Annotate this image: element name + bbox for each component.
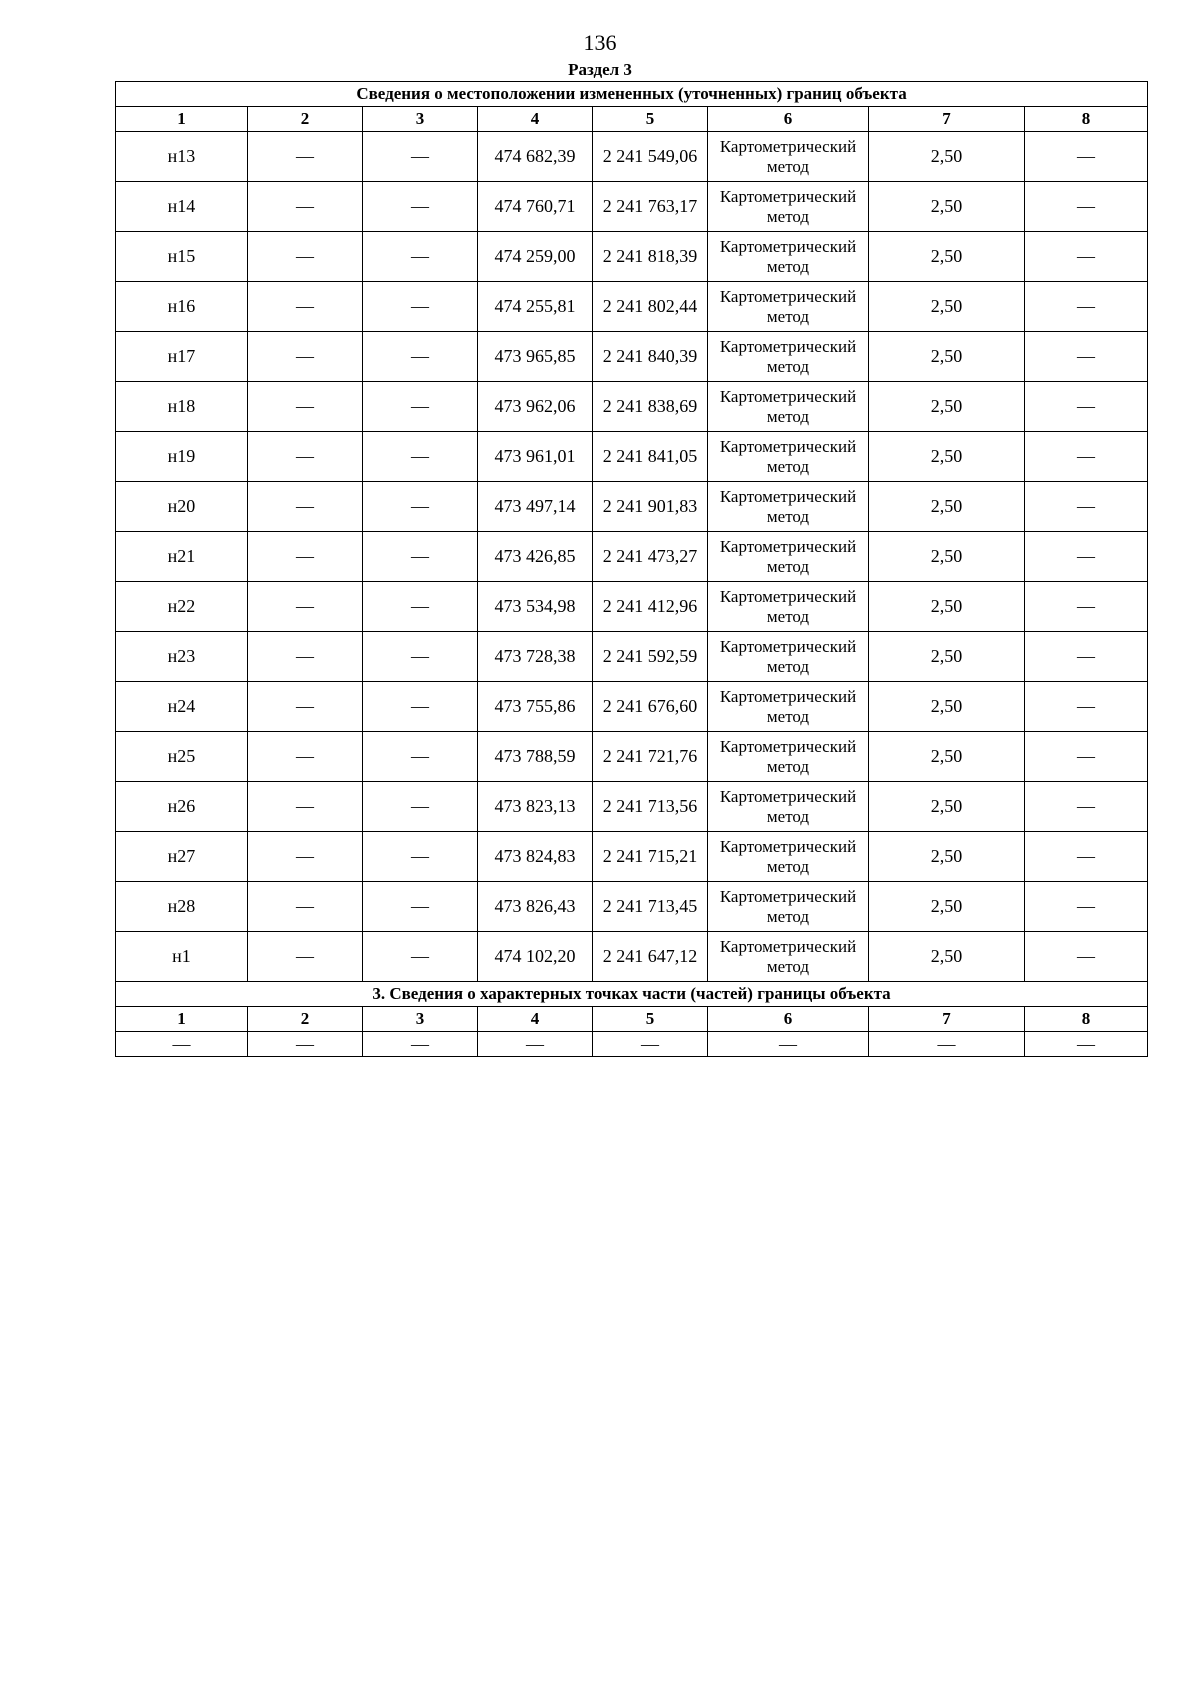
table-row bbox=[116, 632, 1148, 682]
table-row bbox=[116, 432, 1148, 482]
dash-cell: — bbox=[363, 632, 478, 682]
point-cell: н1 bbox=[116, 932, 248, 982]
x-coordinate-cell: 473 497,14 bbox=[478, 482, 593, 532]
dash-cell: — bbox=[248, 732, 363, 782]
column-header: 4 bbox=[478, 107, 593, 132]
point-cell: н23 bbox=[116, 632, 248, 682]
method-cell: Картометрический метод bbox=[708, 182, 869, 232]
point-cell: н15 bbox=[116, 232, 248, 282]
dash-cell: — bbox=[363, 932, 478, 982]
dash-cell: — bbox=[363, 132, 478, 182]
column-header: 7 bbox=[869, 1007, 1025, 1032]
point-cell: н18 bbox=[116, 382, 248, 432]
point-cell: н16 bbox=[116, 282, 248, 332]
dash-cell: — bbox=[363, 582, 478, 632]
table-row bbox=[116, 582, 1148, 632]
y-coordinate-cell: 2 241 549,06 bbox=[593, 132, 708, 182]
table-row bbox=[116, 182, 1148, 232]
table-row bbox=[116, 232, 1148, 282]
column-header: 3 bbox=[363, 1007, 478, 1032]
dash-cell: — bbox=[363, 332, 478, 382]
accuracy-cell: 2,50 bbox=[869, 782, 1025, 832]
column-header: 7 bbox=[869, 107, 1025, 132]
dash-cell: — bbox=[708, 1032, 869, 1057]
accuracy-cell: 2,50 bbox=[869, 182, 1025, 232]
x-coordinate-cell: 473 728,38 bbox=[478, 632, 593, 682]
method-cell: Картометрический метод bbox=[708, 382, 869, 432]
y-coordinate-cell: 2 241 901,83 bbox=[593, 482, 708, 532]
x-coordinate-cell: 473 823,13 bbox=[478, 782, 593, 832]
x-coordinate-cell: 474 255,81 bbox=[478, 282, 593, 332]
table-row bbox=[116, 332, 1148, 382]
column-header: 5 bbox=[593, 107, 708, 132]
accuracy-cell: 2,50 bbox=[869, 582, 1025, 632]
table-body bbox=[116, 82, 1148, 1057]
dash-cell: — bbox=[1025, 332, 1148, 382]
page-number: 136 bbox=[583, 30, 617, 55]
column-header-row bbox=[116, 107, 1148, 132]
dash-cell: — bbox=[869, 1032, 1025, 1057]
dash-cell: — bbox=[1025, 782, 1148, 832]
table-row bbox=[116, 132, 1148, 182]
y-coordinate-cell: 2 241 715,21 bbox=[593, 832, 708, 882]
method-cell: Картометрический метод bbox=[708, 582, 869, 632]
table-row bbox=[116, 682, 1148, 732]
accuracy-cell: 2,50 bbox=[869, 382, 1025, 432]
dash-cell: — bbox=[1025, 532, 1148, 582]
accuracy-cell: 2,50 bbox=[869, 882, 1025, 932]
accuracy-cell: 2,50 bbox=[869, 532, 1025, 582]
table-row bbox=[116, 882, 1148, 932]
dash-cell: — bbox=[1025, 432, 1148, 482]
method-cell: Картометрический метод bbox=[708, 332, 869, 382]
column-header: 1 bbox=[116, 1007, 248, 1032]
method-cell: Картометрический метод bbox=[708, 232, 869, 282]
x-coordinate-cell: 474 259,00 bbox=[478, 232, 593, 282]
y-coordinate-cell: 2 241 841,05 bbox=[593, 432, 708, 482]
table-row bbox=[116, 282, 1148, 332]
x-coordinate-cell: 473 962,06 bbox=[478, 382, 593, 432]
dash-cell: — bbox=[363, 382, 478, 432]
y-coordinate-cell: 2 241 676,60 bbox=[593, 682, 708, 732]
dash-cell: — bbox=[1025, 632, 1148, 682]
x-coordinate-cell: 473 824,83 bbox=[478, 832, 593, 882]
y-coordinate-cell: 2 241 840,39 bbox=[593, 332, 708, 382]
dash-cell: — bbox=[478, 1032, 593, 1057]
table2-caption: 3. Сведения о характерных точках части (частей) границы объекта bbox=[116, 982, 1148, 1007]
x-coordinate-cell: 473 788,59 bbox=[478, 732, 593, 782]
dash-cell: — bbox=[1025, 232, 1148, 282]
dash-cell: — bbox=[248, 882, 363, 932]
point-cell: н27 bbox=[116, 832, 248, 882]
method-cell: Картометрический метод bbox=[708, 882, 869, 932]
dash-cell: — bbox=[363, 832, 478, 882]
dash-cell: — bbox=[116, 1032, 248, 1057]
accuracy-cell: 2,50 bbox=[869, 932, 1025, 982]
x-coordinate-cell: 474 102,20 bbox=[478, 932, 593, 982]
accuracy-cell: 2,50 bbox=[869, 732, 1025, 782]
y-coordinate-cell: 2 241 802,44 bbox=[593, 282, 708, 332]
dash-cell: — bbox=[1025, 882, 1148, 932]
dash-cell: — bbox=[248, 532, 363, 582]
dash-cell: — bbox=[1025, 582, 1148, 632]
dash-cell: — bbox=[363, 282, 478, 332]
table-caption-row bbox=[116, 82, 1148, 107]
dash-cell: — bbox=[363, 232, 478, 282]
dash-cell: — bbox=[248, 482, 363, 532]
table-row bbox=[116, 732, 1148, 782]
y-coordinate-cell: 2 241 412,96 bbox=[593, 582, 708, 632]
x-coordinate-cell: 474 682,39 bbox=[478, 132, 593, 182]
dash-cell: — bbox=[363, 682, 478, 732]
method-cell: Картометрический метод bbox=[708, 432, 869, 482]
accuracy-cell: 2,50 bbox=[869, 682, 1025, 732]
column-header: 3 bbox=[363, 107, 478, 132]
method-cell: Картометрический метод bbox=[708, 782, 869, 832]
method-cell: Картометрический метод bbox=[708, 732, 869, 782]
method-cell: Картометрический метод bbox=[708, 632, 869, 682]
column-header: 1 bbox=[116, 107, 248, 132]
accuracy-cell: 2,50 bbox=[869, 332, 1025, 382]
column-header: 5 bbox=[593, 1007, 708, 1032]
accuracy-cell: 2,50 bbox=[869, 282, 1025, 332]
dash-cell: — bbox=[248, 782, 363, 832]
dash-cell: — bbox=[248, 382, 363, 432]
column-header: 8 bbox=[1025, 1007, 1148, 1032]
point-cell: н28 bbox=[116, 882, 248, 932]
accuracy-cell: 2,50 bbox=[869, 432, 1025, 482]
column-header-row bbox=[116, 1007, 1148, 1032]
point-cell: н25 bbox=[116, 732, 248, 782]
y-coordinate-cell: 2 241 763,17 bbox=[593, 182, 708, 232]
table-row bbox=[116, 482, 1148, 532]
dash-cell: — bbox=[248, 182, 363, 232]
point-cell: н26 bbox=[116, 782, 248, 832]
y-coordinate-cell: 2 241 592,59 bbox=[593, 632, 708, 682]
table-row bbox=[116, 532, 1148, 582]
y-coordinate-cell: 2 241 473,27 bbox=[593, 532, 708, 582]
method-cell: Картометрический метод bbox=[708, 532, 869, 582]
table2-caption-row bbox=[116, 982, 1148, 1007]
dash-cell: — bbox=[248, 682, 363, 732]
dash-cell: — bbox=[1025, 482, 1148, 532]
dash-cell: — bbox=[248, 432, 363, 482]
point-cell: н21 bbox=[116, 532, 248, 582]
dash-cell: — bbox=[1025, 932, 1148, 982]
y-coordinate-cell: 2 241 721,76 bbox=[593, 732, 708, 782]
table-row bbox=[116, 782, 1148, 832]
dash-cell: — bbox=[363, 482, 478, 532]
x-coordinate-cell: 474 760,71 bbox=[478, 182, 593, 232]
accuracy-cell: 2,50 bbox=[869, 482, 1025, 532]
dash-cell: — bbox=[248, 832, 363, 882]
dash-cell: — bbox=[248, 632, 363, 682]
dash-cell: — bbox=[1025, 382, 1148, 432]
dash-cell: — bbox=[363, 1032, 478, 1057]
accuracy-cell: 2,50 bbox=[869, 632, 1025, 682]
table-row bbox=[116, 832, 1148, 882]
y-coordinate-cell: 2 241 647,12 bbox=[593, 932, 708, 982]
method-cell: Картометрический метод bbox=[708, 282, 869, 332]
dash-cell: — bbox=[593, 1032, 708, 1057]
dash-cell: — bbox=[248, 232, 363, 282]
column-header: 8 bbox=[1025, 107, 1148, 132]
accuracy-cell: 2,50 bbox=[869, 832, 1025, 882]
method-cell: Картометрический метод bbox=[708, 682, 869, 732]
table-row bbox=[116, 382, 1148, 432]
column-header: 2 bbox=[248, 107, 363, 132]
point-cell: н13 bbox=[116, 132, 248, 182]
dash-cell: — bbox=[1025, 1032, 1148, 1057]
x-coordinate-cell: 473 534,98 bbox=[478, 582, 593, 632]
dash-cell: — bbox=[1025, 182, 1148, 232]
point-cell: н19 bbox=[116, 432, 248, 482]
method-cell: Картометрический метод bbox=[708, 132, 869, 182]
y-coordinate-cell: 2 241 713,45 bbox=[593, 882, 708, 932]
table-row bbox=[116, 1032, 1148, 1057]
method-cell: Картометрический метод bbox=[708, 932, 869, 982]
dash-cell: — bbox=[363, 432, 478, 482]
accuracy-cell: 2,50 bbox=[869, 232, 1025, 282]
accuracy-cell: 2,50 bbox=[869, 132, 1025, 182]
dash-cell: — bbox=[1025, 282, 1148, 332]
dash-cell: — bbox=[363, 782, 478, 832]
dash-cell: — bbox=[248, 132, 363, 182]
column-header: 4 bbox=[478, 1007, 593, 1032]
x-coordinate-cell: 473 965,85 bbox=[478, 332, 593, 382]
dash-cell: — bbox=[248, 932, 363, 982]
dash-cell: — bbox=[248, 332, 363, 382]
dash-cell: — bbox=[363, 182, 478, 232]
table-caption: Сведения о местоположении измененных (уточненных) границ объекта bbox=[116, 82, 1148, 107]
section-title: Раздел 3 bbox=[568, 60, 632, 79]
method-cell: Картометрический метод bbox=[708, 482, 869, 532]
column-header: 2 bbox=[248, 1007, 363, 1032]
x-coordinate-cell: 473 961,01 bbox=[478, 432, 593, 482]
dash-cell: — bbox=[248, 582, 363, 632]
column-header: 6 bbox=[708, 107, 869, 132]
dash-cell: — bbox=[363, 882, 478, 932]
dash-cell: — bbox=[1025, 732, 1148, 782]
point-cell: н20 bbox=[116, 482, 248, 532]
point-cell: н22 bbox=[116, 582, 248, 632]
dash-cell: — bbox=[248, 1032, 363, 1057]
x-coordinate-cell: 473 755,86 bbox=[478, 682, 593, 732]
point-cell: н17 bbox=[116, 332, 248, 382]
dash-cell: — bbox=[1025, 682, 1148, 732]
dash-cell: — bbox=[248, 282, 363, 332]
column-header: 6 bbox=[708, 1007, 869, 1032]
point-cell: н24 bbox=[116, 682, 248, 732]
dash-cell: — bbox=[1025, 832, 1148, 882]
x-coordinate-cell: 473 426,85 bbox=[478, 532, 593, 582]
x-coordinate-cell: 473 826,43 bbox=[478, 882, 593, 932]
table-row bbox=[116, 932, 1148, 982]
coordinates-table bbox=[115, 81, 1148, 1057]
point-cell: н14 bbox=[116, 182, 248, 232]
y-coordinate-cell: 2 241 838,69 bbox=[593, 382, 708, 432]
y-coordinate-cell: 2 241 713,56 bbox=[593, 782, 708, 832]
dash-cell: — bbox=[1025, 132, 1148, 182]
dash-cell: — bbox=[363, 732, 478, 782]
dash-cell: — bbox=[363, 532, 478, 582]
y-coordinate-cell: 2 241 818,39 bbox=[593, 232, 708, 282]
method-cell: Картометрический метод bbox=[708, 832, 869, 882]
